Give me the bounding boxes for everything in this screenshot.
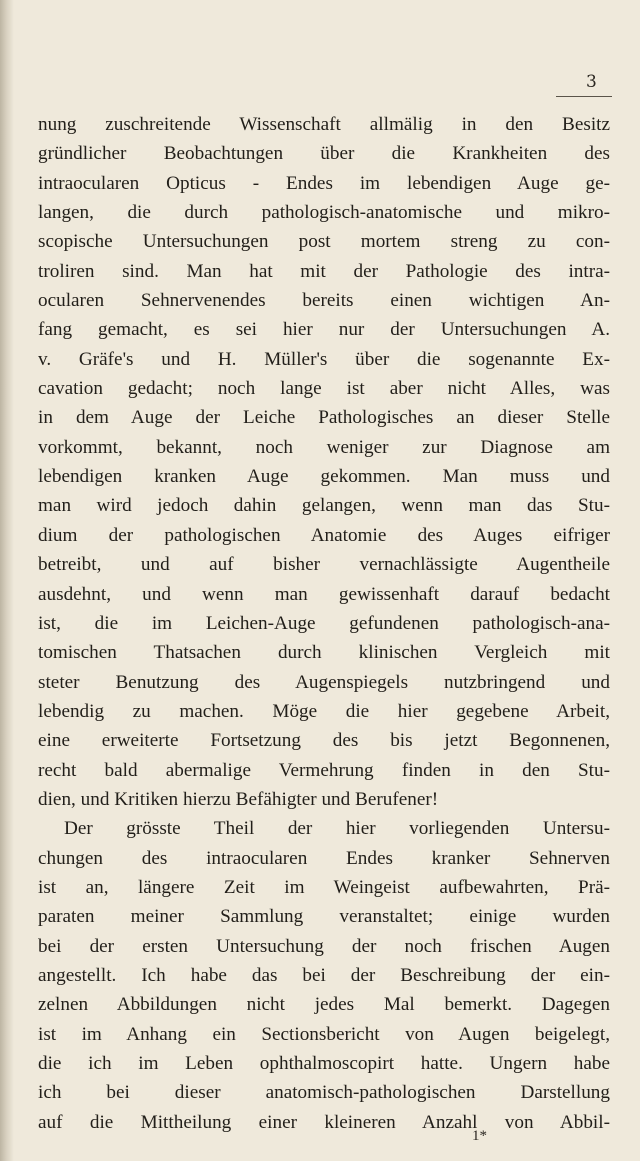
binding-shadow (0, 0, 14, 1161)
text-line: ich bei dieser anatomisch-pathologischen Darstellung (38, 1082, 610, 1104)
text-line: man wird jedoch dahin gelangen, wenn man das Stu- (38, 495, 610, 517)
text-line: recht bald abermalige Vermehrung finden in den Stu- (38, 759, 610, 781)
text-line: vorkommt, bekannt, noch weniger zur Diagnose am (38, 436, 610, 458)
text-line: paraten meiner Sammlung veranstaltet; einige wurden (38, 906, 610, 928)
signature-mark: 1* (472, 1128, 487, 1144)
text-line: lebendigen kranken Auge gekommen. Man muss und (38, 466, 610, 488)
text-line: v. Gräfe's und H. Müller's über die sogenannte Ex- (38, 348, 610, 370)
text-line: bei der ersten Untersuchung der noch frischen Augen (38, 935, 610, 957)
paragraph-end-line: dien, und Kritiken hierzu Befähigter und Berufener! (38, 788, 439, 810)
text-line: fang gemacht, es sei hier nur der Untersuchungen A. (38, 319, 610, 341)
text-line: steter Benutzung des Augenspiegels nutzbringend und (38, 671, 610, 693)
text-line: ausdehnt, und wenn man gewissenhaft darauf bedacht (38, 583, 610, 605)
text-line: cavation gedacht; noch lange ist aber nicht Alles, was (38, 378, 610, 400)
text-line: troliren sind. Man hat mit der Pathologie des intra- (38, 260, 610, 282)
page-number-rule (556, 96, 612, 97)
text-line: auf die Mittheilung einer kleineren Anzahl von Abbil- (38, 1111, 610, 1133)
text-line: intraocularen Opticus - Endes im lebendigen Auge ge- (38, 172, 610, 194)
text-line: zelnen Abbildungen nicht jedes Mal bemerkt. Dagegen (38, 994, 610, 1016)
text-line: eine erweiterte Fortsetzung des bis jetzt Begonnenen, (38, 730, 610, 752)
text-line: lebendig zu machen. Möge die hier gegebene Arbeit, (38, 700, 610, 722)
text-line: angestellt. Ich habe das bei der Beschreibung der ein- (38, 964, 610, 986)
text-line: scopische Untersuchungen post mortem streng zu con- (38, 231, 610, 253)
text-line: ist, die im Leichen-Auge gefundenen pathologisch-ana- (38, 612, 610, 634)
page-number: 3 (586, 72, 597, 92)
text-line: langen, die durch pathologisch-anatomische und mikro- (38, 202, 610, 224)
text-line: ocularen Sehnervenendes bereits einen wichtigen An- (38, 290, 610, 312)
text-line: ist im Anhang ein Sectionsbericht von Augen beigelegt, (38, 1023, 610, 1045)
text-line: in dem Auge der Leiche Pathologisches an dieser Stelle (38, 407, 610, 429)
text-line: ist an, längere Zeit im Weingeist aufbewahrten, Prä- (38, 876, 610, 898)
text-line: tomischen Thatsachen durch klinischen Vergleich mit (38, 642, 610, 664)
text-line: dium der pathologischen Anatomie des Auges eifriger (38, 524, 610, 546)
text-line: chungen des intraocularen Endes kranker Sehnerven (38, 847, 610, 869)
paragraph-start-line: Der grösste Theil der hier vorliegenden Untersu- (64, 818, 610, 840)
text-line: nung zuschreitende Wissenschaft allmälig in den Besitz (38, 114, 610, 135)
text-line: betreibt, und auf bisher vernachlässigte Augentheile (38, 554, 610, 576)
text-line: die ich im Leben ophthalmoscopirt hatte. Ungern habe (38, 1053, 610, 1074)
text-line: gründlicher Beobachtungen über die Krankheiten des (38, 143, 610, 165)
body-text (38, 110, 610, 1137)
